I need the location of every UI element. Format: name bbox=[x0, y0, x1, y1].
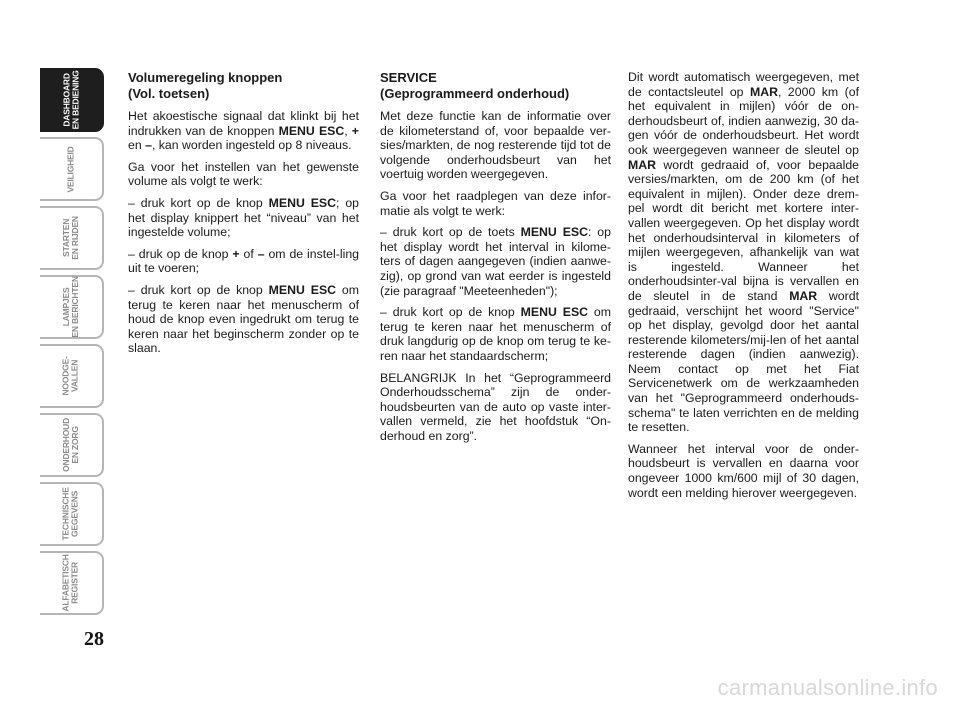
tab-onderhoud-en-zorg[interactable] bbox=[40, 413, 104, 477]
tab-label: DASHBOARD EN BEDIENING bbox=[61, 70, 80, 130]
paragraph: – druk kort op de knop MENU ESC om terug te keren naar het menuscherm of druk langdurig op de knop om terug te ke-ren naar het standaardscherm; bbox=[380, 305, 612, 363]
paragraph: – druk kort op de toets MENU ESC: op het display wordt het interval in kilome-ters of dagen aangegeven (indien aanwe-zig), op grond van wat eerder is ingesteld (zie paragraaf "Meeteenheden"); bbox=[380, 225, 611, 298]
column-service-continued bbox=[628, 70, 859, 507]
paragraph: BELANGRIJK In het “Geprogrammeerd Onderhoudsschema” zijn de onder-houdsbeurten van de auto op vaste inter-vallen vermeld, zie het hoofdstuk “On-derhoud en zorg”. bbox=[380, 370, 611, 443]
column-volume bbox=[128, 70, 359, 363]
paragraph: – druk kort op de knop MENU ESC om terug te keren naar het menuscherm of houd de knop even ingedrukt om terug te keren naar het beginscherm zonder op te slaan. bbox=[128, 282, 360, 356]
tab-alfabetisch-register[interactable] bbox=[40, 551, 104, 615]
page-number: 28 bbox=[84, 628, 104, 650]
column-service bbox=[380, 70, 611, 450]
tab-label: VEILIGHEID bbox=[65, 145, 76, 193]
paragraph: Dit wordt automatisch weergegeven, met de contactsleutel op MAR, 2000 km (of het equivalent in mijlen) vóór de on-derhoudsbeurt of, indien aanwezig, 30 da-gen vóór de onderhoudsbeurt. Het wordt ook weergegeven wanneer de sleutel op MAR wordt gedraaid of, voor bepaalde versies/markten, om de 200 km (of het equivalent in mijlen). Onder deze drem-pel wordt dit bericht met kortere inter-vallen weergegeven. Op het display wordt het onderhoudsinterval in kilometers of mijlen weergegeven, afhankelijk van wat is ingesteld. Wanneer het onderhoudsinter-val bijna is vervallen en de sleutel in de stand MAR wordt gedraaid, verschijnt het woord "Service" op het display, gevolgd door het aantal resterende kilometers/mij-len of het aantal resterende dagen (indien aanwezig). Neem contact op met het Fiat Servicenetwerk om de werkzaamheden van het "Geprogrammeerd onderhouds-schema" te laten verrichten en de melding te resetten. bbox=[628, 70, 859, 435]
paragraph: – druk op de knop + of – om de instel-ling uit te voeren; bbox=[128, 246, 359, 276]
section-heading-service: SERVICE (Geprogrammeerd onderhoud) bbox=[380, 70, 570, 101]
tab-technische-gegevens[interactable] bbox=[40, 482, 104, 546]
paragraph: Het akoestische signaal dat klinkt bij het indrukken van de knoppen MENU ESC, + en –, kan worden ingesteld op 8 niveaus. bbox=[128, 109, 359, 153]
watermark: carmanualsonline.info bbox=[717, 675, 938, 700]
tab-noodgevallen[interactable] bbox=[40, 344, 104, 408]
tab-label: STARTEN EN RIJDEN bbox=[61, 216, 80, 260]
tab-veiligheid[interactable] bbox=[40, 137, 104, 201]
tab-label: ONDERHOUD EN ZORG bbox=[61, 418, 80, 472]
paragraph: Ga voor het raadplegen van deze infor-matie als volgt te werk: bbox=[380, 188, 611, 218]
tab-label: NOODGE- VALLEN bbox=[61, 356, 80, 396]
paragraph: Ga voor het instellen van het gewenste volume als volgt te werk: bbox=[128, 159, 359, 189]
tab-dashboard-en-bediening[interactable] bbox=[40, 68, 104, 132]
paragraph: Wanneer het interval voor de onder-houdsbeurt is vervallen en daarna voor ongeveer 1000 km/600 mijl of 30 dagen, wordt een melding hierover weergegeven. bbox=[628, 441, 859, 500]
paragraph: Met deze functie kan de informatie over de kilometerstand of, voor bepaalde ver-sies/markten, de nog resterende tijd tot de volgende onderhoudsbeurt van het voertuig worden weergegeven. bbox=[380, 109, 611, 182]
tab-label: ALFABETISCH REGISTER bbox=[61, 554, 80, 612]
chapter-sidebar bbox=[40, 68, 104, 620]
tab-lampjes-en-berichten[interactable] bbox=[40, 275, 104, 339]
tab-label: LAMPJES EN BERICHTEN bbox=[61, 276, 80, 338]
tab-starten-en-rijden[interactable] bbox=[40, 206, 104, 270]
tab-label: TECHNISCHE GEGEVENS bbox=[61, 487, 80, 541]
paragraph: – druk kort op de knop MENU ESC; op het display knippert het “niveau” van het ingestelde volume; bbox=[128, 195, 359, 240]
section-heading-volume: Volumeregeling knoppen (Vol. toetsen) bbox=[128, 70, 283, 101]
